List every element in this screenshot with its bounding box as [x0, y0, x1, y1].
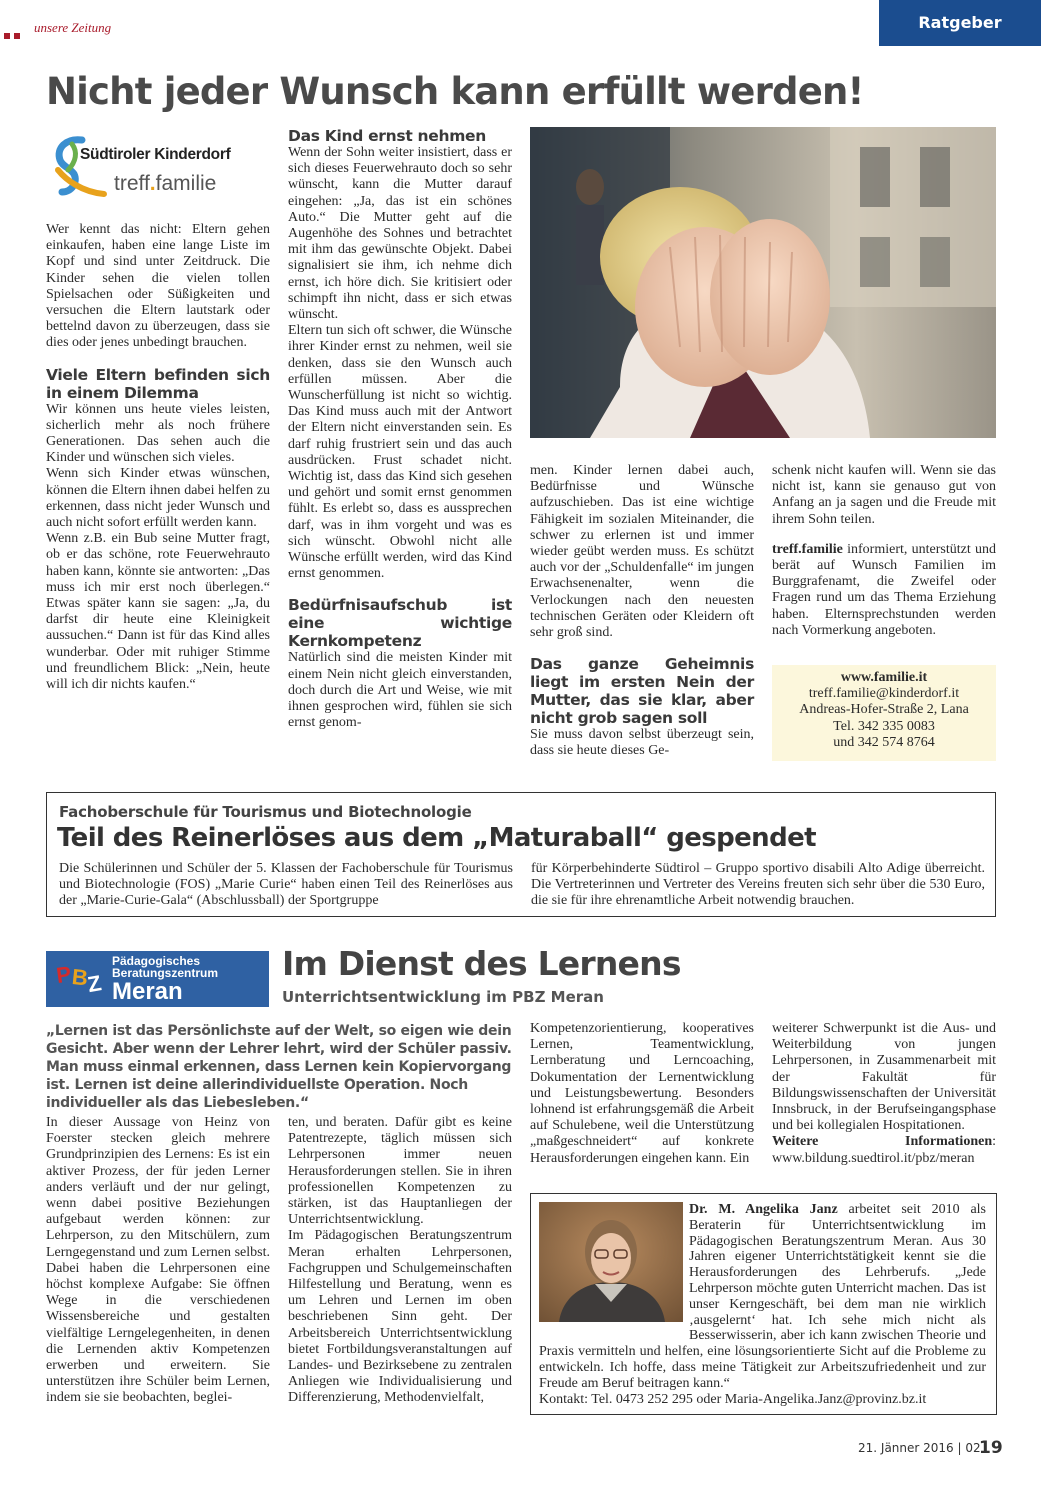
svg-text:Z: Z [85, 970, 104, 998]
logo-line1: Südtiroler Kinderdorf [80, 146, 231, 163]
contact-address: Andreas-Hofer-Straße 2, Lana [799, 702, 969, 718]
article3-subtitle: Unterrichtsentwicklung im PBZ Meran [282, 988, 604, 1006]
paragraph: Wenn der Sohn weiter insistiert, dass er sich dieses Feuerwehrauto doch so sehr wünscht, kann die Mutter darauf eingehen: „Ja, das ist ein schönes Auto.“ Die Mutter geht auf die Augenhöhe des Sohnes und betrachtet mit ihm das gewünschte Objekt. Dabei signalisiert sie ihm, ich nehme dich ernst, ich höre dich. Sie kritisiert oder schimpft ihn nicht, dass er sich etwas wünscht. [288, 145, 512, 323]
logo-familie: familie [155, 172, 217, 195]
pbz-line1: Pädagogisches [112, 954, 201, 968]
paragraph [772, 1134, 996, 1166]
paragraph: ten, und beraten. Dafür gibt es keine Patentrezepte, täglich müssen sich Lehrpersonen immer neuen Herausforderungen stellen. Sie in ihren professionellen Kompetenzen zu stärken, ist das Hauptanliegen der Unterrichtsentwicklung. [288, 1115, 512, 1228]
article2-box [46, 792, 996, 917]
article1-col4 [772, 463, 996, 639]
pbz-logo-icon [52, 951, 112, 1007]
svg-text:B: B [70, 964, 90, 991]
article1-col2 [288, 127, 512, 732]
subheading: Das Kind ernst nehmen [288, 127, 487, 145]
article-photo-child [530, 127, 996, 438]
paragraph [772, 542, 996, 639]
paragraph: men. Kinder lernen dabei auch, Bedürfnisse und Wünsche aufzuschieben. Das ist eine wichtige Fähigkeit im sozialen Miteinander, die schwer zu erlernen ist und immer wieder geübt werden muss. Es schützt auch vor der „Schuldenfalle“ im jungen Erwachsenenalter, wenn die Verlockungen nach den neuesten technischen Geräten oder Kleidern oft sehr groß sind. [530, 463, 754, 641]
article2-col1: Die Schülerinnen und Schüler der 5. Klassen der Fachoberschule für Tourismus und Biotechnologie (FOS) „Marie Curie“ haben einen Teil des Reinerlöses aus der „Marie-Curie-Gala“ (Abschlussball) der Sportgruppe [59, 861, 513, 909]
footer-date: 21. Jänner 2016 | 02 [858, 1441, 981, 1455]
pbz-logo [46, 951, 269, 1007]
paragraph: Natürlich sind die meisten Kinder mit einem Nein nicht gleich einverstanden, doch durch die Art und Weise, wie mit ihnen gesprochen wird, fühlen sie sich ernst genom- [288, 650, 512, 731]
subheading: Viele Eltern befinden sich in einem Dilemma [46, 365, 270, 402]
paragraph-rest: informiert, unterstützt und berät auf Wunsch Familien im Burggrafenamt, die Zweifel oder Fragen rund um das Thema Erziehung haben. Elternsprechstunden werden nach Vormerkung angeboten. [772, 541, 996, 638]
bio-name: Dr. M. Angelika Janz [689, 1202, 838, 1217]
article2-title: Teil des Reinerlöses aus dem „Maturaball“ gespendet [57, 823, 816, 853]
contact-box [772, 665, 996, 761]
article3-col1: In dieser Aussage von Heinz von Foerster stecken gleich mehrere Grundprinzipien des Lernens: Es ist ein aktiver Prozess, der für jeden Lerner anders verläuft und der nur gelingt, wenn dabei positive Beziehungen aufgebaut werden können: zur Lehrperson, zu den Mitschülern, zum Lerngegenstand und zum Lernen selbst. Dabei haben die Lehrpersonen eine höchst komplexe Aufgabe: Sie öffnen Wege in die verschiedenen Wissensbereiche und gestalten vielfältige Lerngelegenheiten, in denen die Lernenden aktiv Kompetenzen erwerben und erweitern. Sie unterstützen ihre Schüler beim Lernen, indem sie sie beobachten, beglei- [46, 1115, 270, 1406]
article3-title: Im Dienst des Lernens [282, 944, 681, 983]
article-title: Nicht jeder Wunsch kann erfüllt werden! [46, 70, 864, 113]
bio-box [530, 1193, 997, 1415]
masthead-dots [4, 26, 24, 44]
article2-col2: für Körperbehinderte Südtirol – Gruppo sportivo disabili Alto Adige überreicht. Die Vertreterinnen und Vertreter des Vereins freuten sich sehr über die 530 Euro, die sie für ihre ehrenamtliche Arbeit notwendig brauchen. [531, 861, 985, 909]
article2-kicker: Fachoberschule für Tourismus und Biotechnologie [59, 803, 472, 821]
pbz-line3: Meran [112, 978, 183, 1005]
masthead-title: unsere Zeitung [34, 20, 112, 35]
bio-text [539, 1202, 986, 1407]
page-number: 19 [979, 1438, 1003, 1458]
kinderdorf-logo-icon [48, 134, 108, 200]
pbz-line2: Beratungszentrum [112, 966, 219, 980]
article3-quote: „Lernen ist das Persönlichste auf der Welt, so eigen wie dein Gesicht. Aber wenn der Lehrer lehrt, wird der Schüler passiv. Man muss einmal erkennen, dass Lernen kein Kopiervorgang ist. Lernen ist deine allerindividuellste Operation. Noch individueller als das Liebesleben.“ [46, 1023, 512, 1111]
logo-line2 [114, 172, 216, 196]
article3-col4 [772, 1021, 996, 1167]
paragraph: Wenn sich Kinder etwas wünschen, können die Eltern ihnen dabei helfen zu erkennen, dass nicht jeder Wunsch und auch nicht sofort erfüllt werden kann. [46, 466, 270, 531]
logo-treff: treff [114, 172, 150, 195]
paragraph: Eltern tun sich oft schwer, die Wünsche ihrer Kinder ernst zu nehmen, weil sie denken, dass sie den Wunsch auch erfüllen müssen. Aber die Wunscherfüllung ist nicht so wichtig. Das Kind muss auch mit der Antwort der Eltern nicht einverstanden sein. Es darf ruhig frustriert sein und das auch ausdrücken. Frust schadet nicht. Wichtig ist, dass das Kind sich gesehen und gehört und somit ernst genommen fühlt. Es erlebt so, dass es aussprechen darf, was in ihm vorgeht und was es sich wünscht. Obwohl nicht alle Wünsche erfüllt werden, wird das Kind ernst genommen. [288, 323, 512, 582]
paragraph: Im Pädagogischen Beratungszentrum Meran erhalten Lehrpersonen, Fachgruppen und Schulgemeinschaften Hilfestellung und Beratung, wenn es um Lehren und Lernen im oben beschriebenen Sinn geht. Der Arbeitsbereich Unterrichtsentwicklung bietet Fortbildungsveranstaltungen auf Landes- und Bezirksebene zu zentralen Anliegen wie Individualisierung und Differenzierung, Methodenvielfalt, [288, 1228, 512, 1406]
bio-body: arbeitet seit 2010 als Beraterin für Unterrichtsentwicklung im Pädagogischen Beratungszentrum Meran. Aus 30 Jahren eigener Unterrichtstätigkeit kennt sie die Herausforderungen des Lehrberufs. „Jede Lehrperson möchte guten Unterricht machen. Das ist unser Kerngeschäft, bei dem man nie wirklich ‚ausgelernt‘ hat. Ich sehe mich nicht als Besserwisserin, aber ich kann zwischen Theorie und Praxis vermitteln und helfen, eine lösungsorientierte Sicht auf die Probleme zu entwickeln. Ich hoffe, dass meine Tätigkeit zur Arbeitszufriedenheit und zur Freude am Beruf beitragen kann.“ [539, 1202, 987, 1391]
article3-col3: Kompetenzorientierung, kooperatives Lernen, Teamentwicklung, Lernberatung und Lerncoaching, Dokumentation der Lernentwicklung und Leistungsbewertung. Besonders lohnend ist erfahrungsgemäß die Arbeit auf Schulebene, weil die Unterstützung „maßgeschneidert“ auf konkrete Herausforderungen eingehen kann. Ein [530, 1021, 754, 1166]
info-link[interactable]: : www.bildung.suedtirol.it/pbz/meran [772, 1134, 996, 1166]
info-bold: Weitere Informationen [772, 1134, 993, 1150]
paragraph: Wenn z.B. ein Bub seine Mutter fragt, ob er das schöne, rote Feuerwehrauto haben kann, könnte sie antworten: „Das muss ich mir erst noch überlegen.“ Etwas später kann sie sagen: „Ja, du darfst dir heute eine Kleinigkeit aussuchen.“ Dann ist für das Kind alles wunderbar. Oder mit ruhiger Stimme und freundlichem Blick: „Nein, heute will ich dir nichts kaufen.“ [46, 531, 270, 693]
subheading: Das ganze Geheimnis liegt im ersten Nein der Mutter, das sie klar, aber nicht grob sagen soll [530, 655, 754, 728]
child-photo-image [530, 127, 996, 438]
bio-contact[interactable]: Kontakt: Tel. 0473 252 295 oder Maria-Angelika.Janz@provinz.bz.it [539, 1391, 927, 1407]
paragraph: weiterer Schwerpunkt ist die Aus- und Weiterbildung von jungen Lehrpersonen, in Zusammenarbeit mit der Fakultät für Bildungswissenschaften der Universität Innsbruck, in der Berufseingangsphase und bei kollegialen Hospitationen. [772, 1021, 996, 1134]
bio-float-spacer [539, 1202, 689, 1330]
paragraph: schenk nicht kaufen will. Wenn sie das nicht ist, kann sie genauso gut von Anfang an ja sagen und die Freude mit ihrem Sohn teilen. [772, 463, 996, 527]
contact-email[interactable]: treff.familie@kinderdorf.it [808, 686, 960, 702]
contact-tel1: Tel. 342 335 0083 [833, 718, 935, 734]
paragraph: Wir können uns heute vieles leisten, sicherlich mehr als noch frühere Generationen. Das sehen auch die Kinder und wünschen sich vieles. [46, 401, 270, 466]
article3-col2 [288, 1115, 512, 1407]
logo-dot: . [149, 172, 156, 195]
contact-web[interactable]: www.familie.it [840, 670, 928, 685]
article1-col1 [46, 222, 270, 693]
paragraph: Sie muss davon selbst überzeugt sein, dass sie heute dieses Ge- [530, 727, 754, 759]
paragraph: Wer kennt das nicht: Eltern gehen einkaufen, haben eine lange Liste im Kopf und sind unter Zeitdruck. Die Kinder sehen die vielen tollen Spielsachen oder Süßigkeiten und versuchen die Eltern lautstark oder bettelnd davon zu überzeugen, dass sie dies oder jenes unbedingt brauchen. [46, 222, 270, 351]
subheading: Bedürfnisaufschub ist eine wichtige Kernkompetenz [288, 596, 512, 651]
section-ribbon: Ratgeber [879, 0, 1041, 46]
treff-familie-bold: treff.familie [772, 541, 843, 557]
contact-tel2: und 342 574 8764 [833, 734, 935, 750]
article1-col3 [530, 463, 754, 760]
kinderdorf-logo [48, 134, 268, 200]
svg-text:P: P [54, 961, 73, 989]
